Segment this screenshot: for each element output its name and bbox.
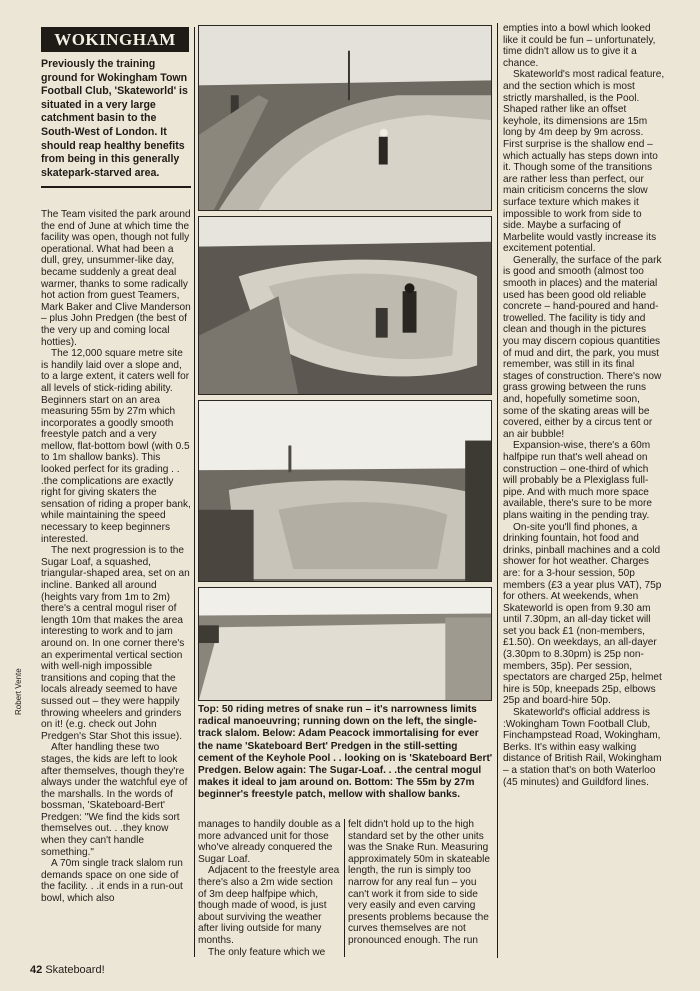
body-paragraph: Adjacent to the freestyle area there's also a 2m wide section of 3m deep halfpipe which, though made of wood, is just about surviving the weather after living outside for many months. bbox=[198, 865, 340, 946]
column-divider bbox=[344, 819, 345, 957]
body-paragraph: manages to handily double as a more advanced unit for those who've already conquered the Sugar Loaf. bbox=[198, 819, 341, 865]
text-column-2 bbox=[198, 819, 341, 958]
photo-snake-run bbox=[198, 25, 492, 211]
body-paragraph: A 70m single track slalom run demands space on one side of the facility. . .it ends in a run-out bowl, which also bbox=[41, 858, 183, 905]
photo-sugar-loaf bbox=[198, 400, 492, 582]
body-paragraph: Skateworld's most radical feature, and the section which is most strictly marshalled, is the Pool. Shaped rather like an offset keyhole, its dimensions are 15m long by 4m deep by 9m across. First surprise is the shallow end – which actually has steps down into it. Though some of the transitions are rather less than perfect, our main criticism concerns the slow surface texture which makes it impossible to work from side to side. Maybe a surfacing of Marbelite would vastly increase its excitement potential. bbox=[503, 69, 665, 255]
body-paragraph: The only feature which we bbox=[208, 946, 326, 958]
body-paragraph: The 12,000 square metre site is handily laid over a slope and, to a large extent, it caters well for all levels of stick-riding ability. Beginners start on an area measuring 55m by 27m which incorporates a goodly smooth freestyle patch and a very mellow, flat-bottom bowl (with 0.5 to 1m shallow banks). This looked perfect for its grading . . .the complications are exactly right for giving skaters the sensation of riding a proper bank, while maintaining the speed necessary to keep beginners interested. bbox=[41, 348, 191, 545]
publication-name: Skateboard! bbox=[45, 964, 105, 976]
body-paragraph: empties into a bowl which looked like it could be fun – unfortunately, time didn't allow us to give it a chance. bbox=[503, 23, 656, 69]
column-divider bbox=[194, 27, 195, 957]
photo-credit: Robert Vente bbox=[14, 668, 23, 715]
photo-keyhole-pool bbox=[198, 216, 492, 395]
section-title-box bbox=[41, 27, 189, 52]
body-paragraph: felt didn't hold up to the high standard set by the other units was the Snake Run. Measuring approximately 50m in skateable length, the run is simply too narrow for any real fun – you can't work it from side to side very easily and even carving presents problems because the curves themselves are not pronounced enough. The run bbox=[348, 819, 490, 946]
body-paragraph: Skateworld's official address is :Wokingham Town Football Club, Finchampstead Road, Wokingham, Berks. It's within easy walking distance of British Rail, Wokingham – a station that's on both Waterloo (45 minutes) and Guildford lines. bbox=[503, 707, 662, 788]
text-column-3 bbox=[348, 819, 495, 947]
intro-paragraph: Previously the training ground for Wokingham Town Football Club, 'Skateworld' is situated in a very large catchment basin to the South-West of London. It should reap healthy benefits from being in this generally skatepark-starved area. bbox=[41, 58, 191, 188]
text-column-4 bbox=[503, 23, 665, 788]
body-paragraph: Expansion-wise, there's a 60m halfpipe run that's well ahead on construction – one-third of which will probably be a Plexiglass full-pipe. And with much more space available, there's sure to be more plans waiting in the pending tray. bbox=[503, 440, 652, 521]
body-paragraph: The next progression is to the Sugar Loaf, a squashed, triangular-shaped area, set on an incline. Banked all around (heights vary from 1m to 2m) there's a central mogul riser of length 10m that makes the area interesting to work and to jam around on. In one corner there's an experimental vertical section with well-nigh impossible transitions and coping that the locals already seemed to have sussed out – they were happily throwing wheelers and grinders on it! (e.g. check out John Predgen's Star Shot this issue). bbox=[41, 545, 190, 742]
column-divider bbox=[497, 23, 498, 958]
page-number: 42 bbox=[30, 964, 43, 976]
photo-caption: Top: 50 riding metres of snake run – it's narrowness limits radical manoeuvring; running down on the left, the single-track slalom. Below: Adam Peacock immortalising for ever the name 'Skateboard Bert' Predgen in the still-setting cement of the Keyhole Pool . . looking on is 'Skateboard Bert' Predgen. Below again: The Sugar-Loaf. . .the central mogul makes it ideal to jam around on. Bottom: The 55m by 27m beginner's freestyle patch, mellow with shallow banks. bbox=[198, 704, 493, 801]
body-paragraph: Generally, the surface of the park is good and smooth (almost too smooth in places) and the material used has been good old reliable concrete – hand-poured and hand-trowelled. The facility is tidy and clean and though in the pictures you may discern copious quantities of mud and dirt, the park, you must remember, was still in its final stages of construction. There's now grass growing between the runs and, hopefully sometime soon, some of the skating areas will be covered, either by a circus tent or an air bubble! bbox=[503, 254, 662, 440]
text-column-1 bbox=[41, 209, 191, 905]
body-paragraph: After handling these two stages, the kids are left to look after themselves, though they're always under the watchful eye of the marshalls. In the words of bossman, 'Skateboard-Bert' Predgen: "We find the kids sort themselves out. . .they know when they can't handle something." bbox=[41, 742, 188, 858]
photo-freestyle-patch bbox=[198, 587, 492, 701]
body-paragraph: The Team visited the park around the end of June at which time the facility was open, though not fully operational. What had been a dull, grey, unsummer-like day, became suddenly a great deal warmer, thanks to some radically hot action from guest Teamers, Mark Baker and Clive Manderson – plus John Predgen (the best of the very up and coming local hotties). bbox=[41, 209, 191, 348]
section-title: WOKINGHAM bbox=[54, 29, 176, 49]
page-folio bbox=[30, 964, 105, 976]
body-paragraph: On-site you'll find phones, a drinking fountain, hot food and drinks, pinball machines and a cold shower for hot weather. Charges are: for a 3-hour session, 50p members (£3 a year plus VAT), 75p for others. At weekends, when Skateworld is open from 9.30 am until 7.30pm, an all-day ticket will set you back £1 (non-members, £1.50). On weekdays, an all-dayer (3.30pm to 8.30pm) is 25p non-members, 35p). Per session, spectators are charged 25p, helmet hire is 50p, kneepads 25p, elbows 25p and board-hire 50p. bbox=[503, 521, 662, 707]
